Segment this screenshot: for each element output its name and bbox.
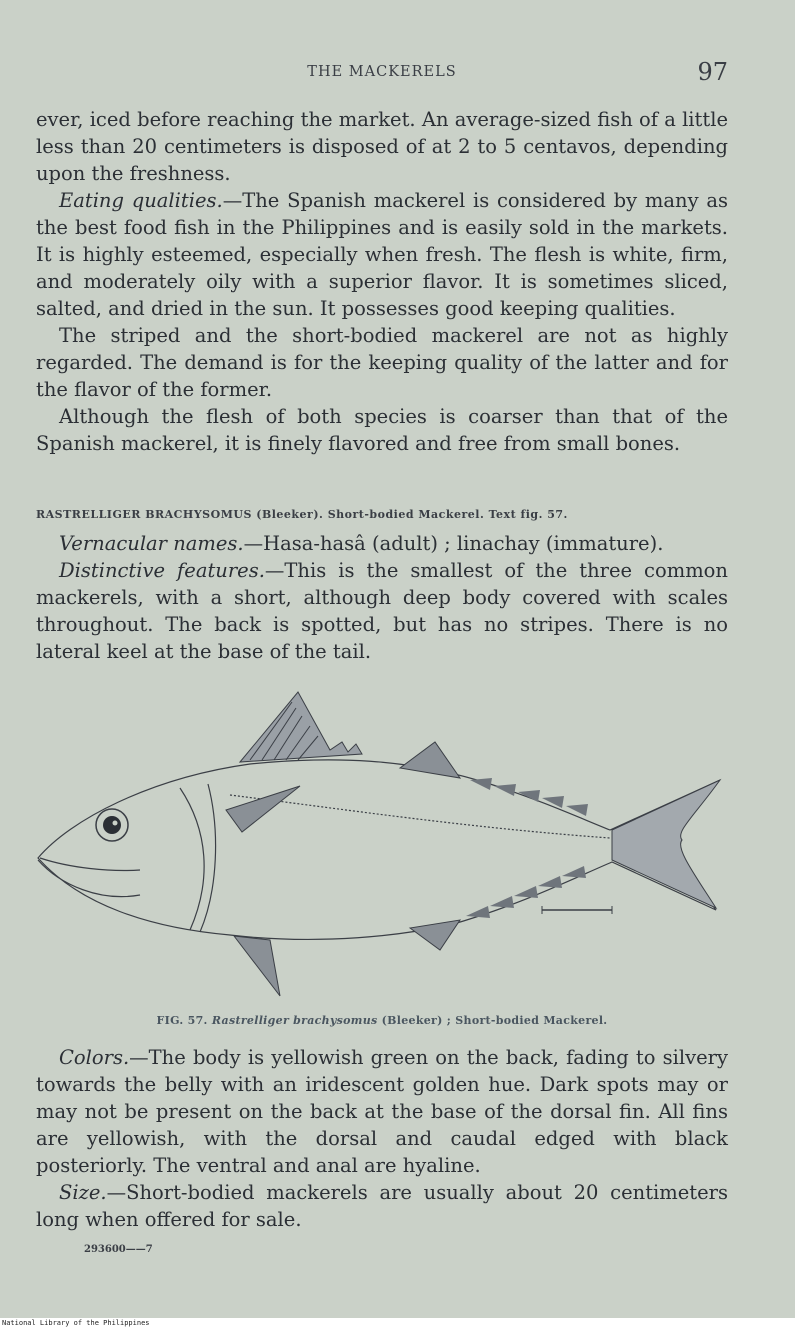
paragraph-colors (36, 1044, 728, 1179)
caption-species: Rastrelliger brachysomus (211, 1014, 378, 1027)
paragraph-label: Eating qualities. (59, 189, 223, 212)
caption-rest: (Bleeker) ; Short-bodied Mackerel. (377, 1014, 608, 1027)
paragraph-text: —The Spanish mackerel is considered by many as the best food fish in the Philippines and is easily sold in the markets. It is highly esteemed, especially when fresh. The flesh is white, firm, and moderately oily with a superior flavor. It is sometimes sliced, salted, and dried in the sun. It possesses good keeping qualities. (36, 189, 728, 320)
paragraph-eating-qualities (36, 187, 728, 322)
text-block-mid (36, 530, 728, 665)
dorsal-finlets (470, 778, 588, 816)
paragraph-label: Size. (59, 1181, 107, 1204)
species-heading (36, 508, 728, 521)
page-number: 97 (697, 58, 728, 86)
mackerel-drawing (30, 680, 730, 1010)
mouth (40, 858, 140, 871)
paragraph-label: Colors. (59, 1046, 130, 1069)
paragraph-text: —The body is yellowish green on the back, fading to silvery towards the belly with an iridescent golden hue. Dark spots may or may not be present on the back at the base of the dorsal fin. All fins are yellowish, with the dorsal and caudal edged with black posteriorly. The ventral and anal are hyaline. (36, 1046, 728, 1177)
paragraph-label: Vernacular names. (59, 532, 244, 555)
gill-cover (180, 788, 204, 930)
paragraph-size (36, 1179, 728, 1233)
text-block-bottom (36, 1044, 728, 1233)
fish-illustration (30, 680, 730, 1010)
species-heading-rest: (Bleeker). Short-bodied Mackerel. Text fig. 57. (251, 508, 568, 521)
paragraph-distinctive (36, 557, 728, 665)
text-block-top (36, 106, 728, 457)
paragraph-text: —Short-bodied mackerels are usually about 20 centimeters long when offered for sale. (36, 1181, 728, 1231)
printer-signature: 293600——7 (84, 1244, 153, 1255)
first-dorsal-fin (240, 692, 362, 762)
caudal-fin (612, 780, 720, 908)
running-head: THE MACKERELS (307, 64, 457, 80)
page-header (36, 58, 728, 88)
paragraph-label: Distinctive features. (59, 559, 265, 582)
figure-caption (36, 1014, 728, 1027)
paragraph-market: ever, iced before reaching the market. An average-sized fish of a little less than 20 centimeters is disposed of at 2 to 5 centavos, depending upon the freshness. (36, 108, 728, 185)
library-watermark: National Library of the Philippines (0, 1318, 795, 1328)
pelvic-fin (234, 936, 280, 996)
paragraph-text: —Hasa-hasâ (adult) ; linachay (immature). (243, 532, 664, 555)
paragraph-vernacular (36, 530, 728, 557)
paragraph-demand: The striped and the short-bodied mackerel are not as highly regarded. The demand is for the keeping quality of the latter and for the flavor of the former. (36, 324, 728, 401)
anal-fin (410, 920, 460, 950)
species-name: RASTRELLIGER BRACHYSOMUS (36, 508, 252, 521)
paragraph-text: —This is the smallest of the three common mackerels, with a short, although deep body covered with scales throughout. The back is spotted, but has no stripes. There is no lateral keel at the base of the tail. (36, 559, 728, 663)
pectoral-fin (226, 786, 300, 832)
caption-fig-number: FIG. 57. (156, 1014, 208, 1027)
paragraph-flesh: Although the flesh of both species is coarser than that of the Spanish mackerel, it is finely flavored and free from small bones. (36, 405, 728, 455)
second-dorsal-fin (400, 742, 460, 778)
